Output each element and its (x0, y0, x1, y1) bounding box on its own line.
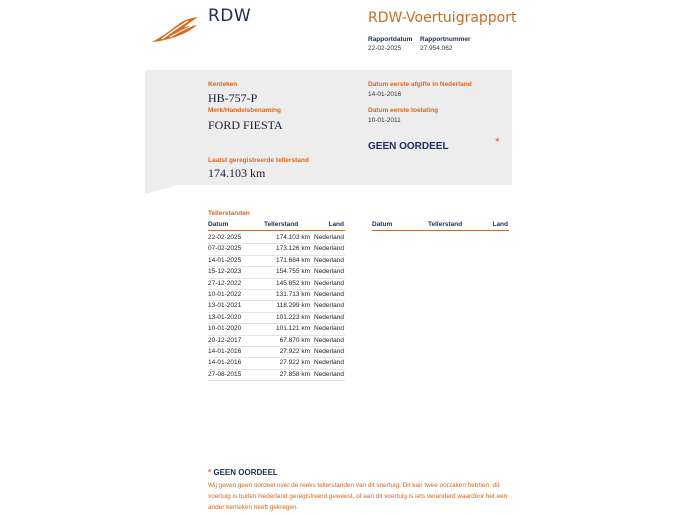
table-header (208, 221, 345, 231)
report-number-label: Rapportnummer (420, 36, 471, 43)
cell-country: Nederland (314, 291, 344, 298)
cell-country: Nederland (314, 359, 344, 367)
col-reading: Tellerstand (428, 221, 463, 228)
cell-reading: 173.126 km (276, 245, 310, 253)
plate-value: HB-757-P (208, 91, 258, 105)
readings-table-left (208, 221, 345, 381)
cell-date: 13-01-2021 (208, 302, 242, 310)
cell-reading: 101.121 km (276, 325, 310, 333)
footnote-title-text: GEEN OORDEEL (213, 468, 278, 477)
col-country: Land (492, 221, 508, 228)
footnote-text: Wij geven geen oordeel over de reeks tellerstanden van dit voertuig. Dit kan twee oorzaken hebben: dit voertuig is buiten Nederland geregistreerd geweest, of aan dit voertuig is iets veranderd waardoor het een ander kenteken heeft gekregen. (208, 482, 508, 511)
cell-date: 20-12-2017 (208, 336, 242, 344)
table-row (208, 313, 345, 324)
make-value: FORD FIESTA (208, 118, 283, 132)
cell-date: 27-08-2015 (208, 370, 242, 378)
footnote-title (208, 468, 278, 477)
table-row (208, 324, 345, 335)
report-number: 27.954.062 (420, 45, 453, 52)
table-row (208, 279, 345, 290)
rdw-logo-icon (150, 15, 200, 45)
verdict-star: * (495, 135, 500, 149)
cell-reading: 101.223 km (276, 313, 310, 321)
first-issue-nl-value: 14-01-2016 (368, 91, 402, 98)
cell-reading: 27.922 km (279, 348, 310, 355)
report-date: 22-02-2025 (368, 45, 402, 52)
cell-date: 15-12-2023 (208, 268, 242, 276)
table-row (208, 244, 345, 255)
table-row (208, 290, 345, 301)
first-issue-nl-label: Datum eerste afgifte in Nederland (368, 81, 472, 88)
odometer-value: 174.103 km (208, 166, 266, 180)
make-label: Merk/Handelsbenaming (208, 107, 281, 114)
col-date: Datum (208, 221, 229, 228)
col-date: Datum (372, 221, 393, 228)
first-admission-value: 10-01-2011 (368, 117, 401, 124)
footnote-star: * (208, 468, 212, 477)
table-row (208, 336, 345, 347)
report-title: RDW-Voertuigrapport (368, 10, 517, 26)
cell-date: 10-01-2020 (208, 325, 242, 333)
cell-date: 14-01-2016 (208, 359, 242, 367)
first-admission-label: Datum eerste toelating (368, 107, 439, 114)
cell-reading: 174.103 km (276, 234, 310, 241)
cell-date: 14-01-2016 (208, 348, 242, 355)
table-row (208, 370, 345, 381)
table-row (208, 358, 345, 369)
cell-country: Nederland (314, 245, 344, 253)
report-date-label: Rapportdatum (368, 36, 413, 43)
cell-country: Nederland (314, 268, 344, 276)
plate-label: Kenteken (208, 81, 238, 88)
cell-reading: 131.713 km (276, 291, 310, 298)
table-row (208, 233, 345, 244)
brand-name: RDW (208, 6, 252, 26)
panel-notch (145, 184, 181, 194)
cell-reading: 67.870 km (279, 336, 310, 344)
col-reading: Tellerstand (264, 221, 299, 228)
cell-date: 27-12-2022 (208, 279, 242, 287)
cell-country: Nederland (314, 336, 344, 344)
cell-country: Nederland (314, 313, 344, 321)
table-header (372, 221, 509, 231)
col-country: Land (328, 221, 344, 228)
cell-date: 10-01-2022 (208, 291, 242, 298)
cell-country: Nederland (314, 370, 344, 378)
verdict-text: GEEN OORDEEL (368, 141, 449, 152)
table-row (208, 256, 345, 267)
cell-date: 22-02-2025 (208, 234, 242, 241)
cell-country: Nederland (314, 256, 344, 264)
odometer-label: Laatst geregistreerde tellerstand (208, 157, 309, 164)
cell-reading: 171.684 km (276, 256, 310, 264)
cell-country: Nederland (314, 325, 344, 333)
cell-date: 13-01-2020 (208, 313, 242, 321)
table-row (208, 347, 345, 358)
cell-reading: 154.755 km (276, 268, 310, 276)
cell-country: Nederland (314, 302, 344, 310)
cell-reading: 27.858 km (279, 370, 310, 378)
cell-country: Nederland (314, 234, 344, 241)
cell-reading: 118.299 km (276, 302, 310, 310)
cell-country: Nederland (314, 348, 344, 355)
cell-date: 14-01-2025 (208, 256, 242, 264)
cell-country: Nederland (314, 279, 344, 287)
cell-reading: 145.852 km (276, 279, 310, 287)
cell-date: 07-02-2025 (208, 245, 242, 253)
readings-table-right (372, 221, 509, 233)
table-row (208, 301, 345, 312)
cell-reading: 27.922 km (279, 359, 310, 367)
readings-title: Tellerstanden (208, 210, 250, 217)
table-row (208, 267, 345, 278)
